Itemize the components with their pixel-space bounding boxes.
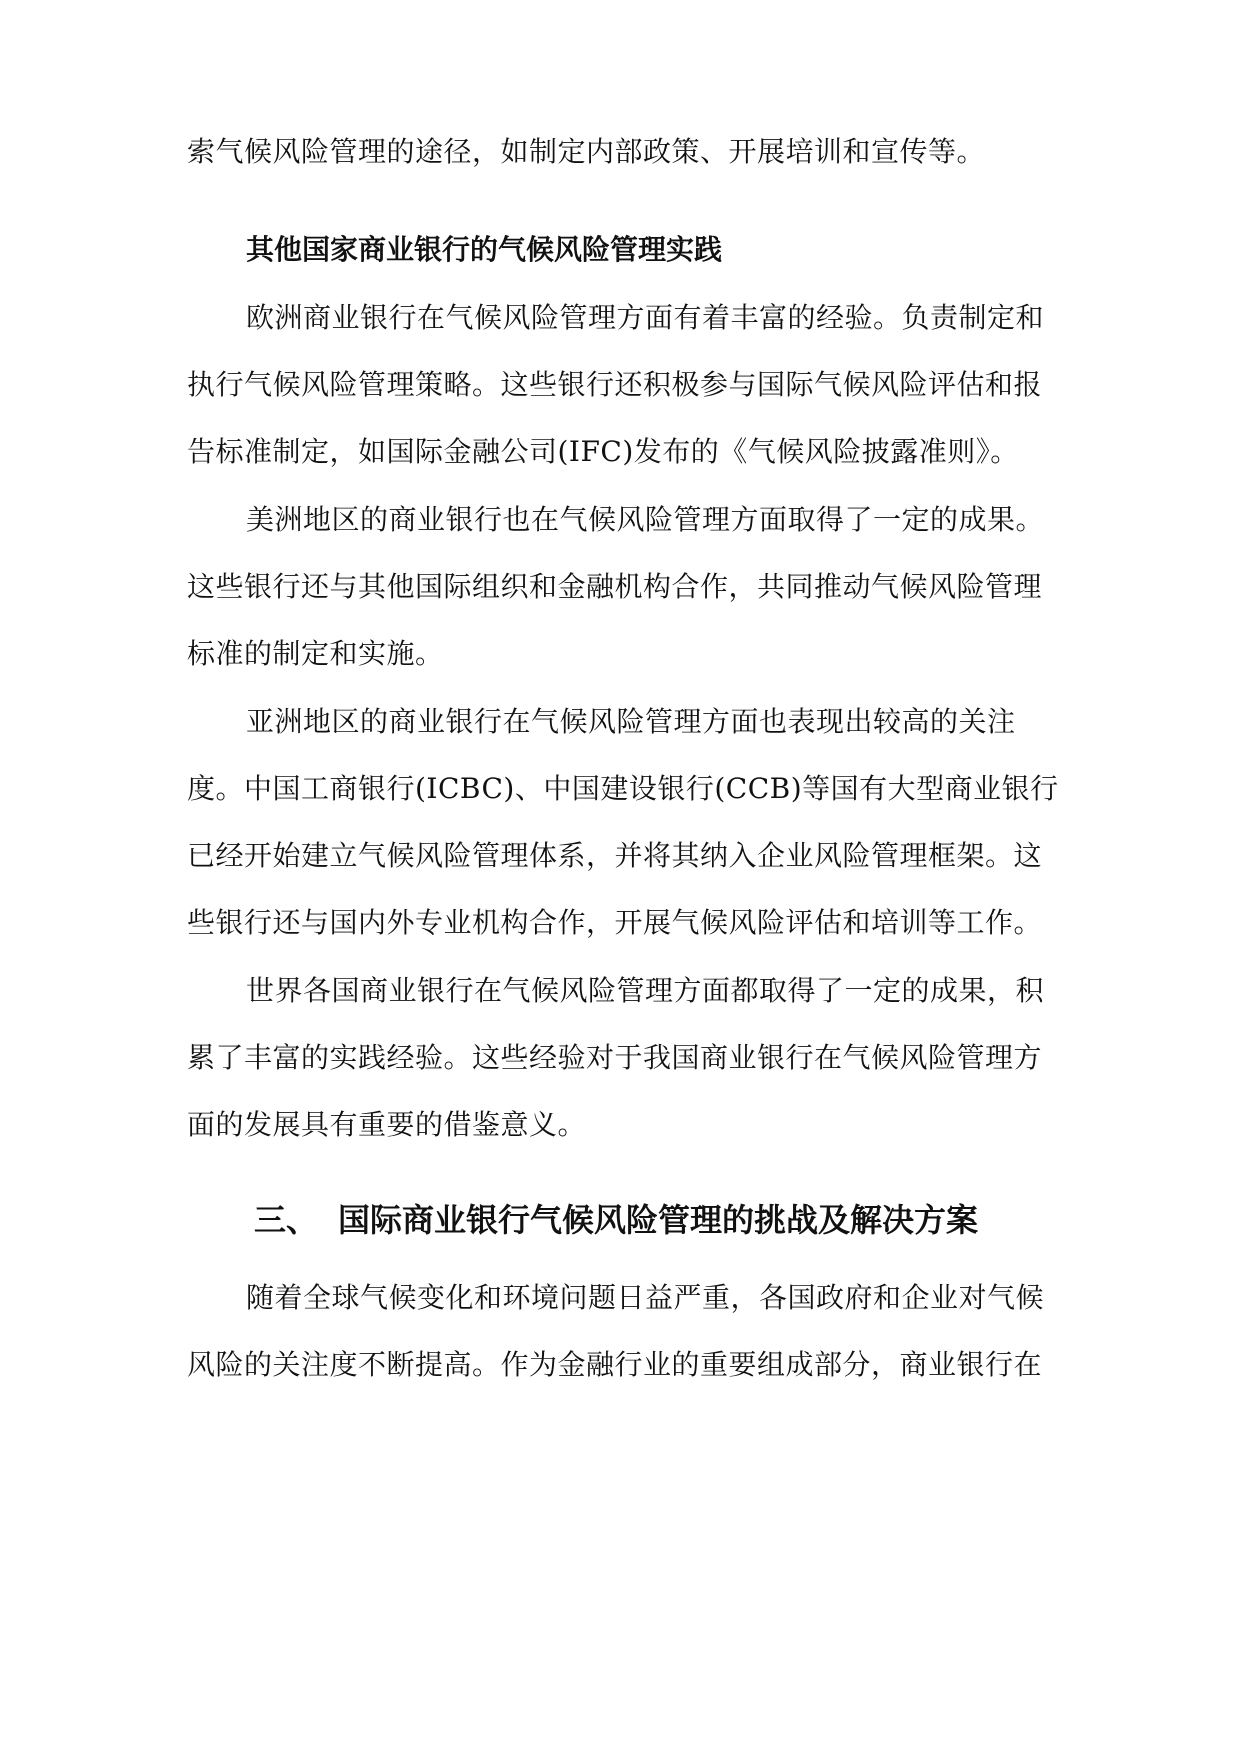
- paragraph-line: 随着全球气候变化和环境问题日益严重，各国政府和企业对气候: [246, 1281, 1045, 1314]
- paragraph-line: 告标准制定，如国际金融公司(IFC)发布的《气候风险披露准则》。: [187, 435, 1019, 468]
- paragraph-line: 索气候风险管理的途径，如制定内部政策、开展培训和宣传等。: [187, 135, 986, 168]
- section-number: 三、: [254, 1201, 319, 1239]
- paragraph-line: 标准的制定和实施。: [187, 637, 444, 670]
- section-title: 国际商业银行气候风险管理的挑战及解决方案: [338, 1201, 979, 1239]
- paragraph-line: 执行气候风险管理策略。这些银行还积极参与国际气候风险评估和报: [187, 368, 1043, 401]
- paragraph-line: 亚洲地区的商业银行在气候风险管理方面也表现出较高的关注: [246, 705, 1016, 738]
- paragraph-line: 些银行还与国内外专业机构合作，开展气候风险评估和培训等工作。: [187, 906, 1043, 939]
- section-heading: [254, 1198, 978, 1242]
- paragraph-line: 世界各国商业银行在气候风险管理方面都取得了一定的成果，积: [246, 974, 1045, 1007]
- paragraph-line: 已经开始建立气候风险管理体系，并将其纳入企业风险管理框架。这: [187, 839, 1043, 872]
- paragraph-line: 这些银行还与其他国际组织和金融机构合作，共同推动气候风险管理: [187, 570, 1043, 603]
- paragraph-line: 度。中国工商银行(ICBC)、中国建设银行(CCB)等国有大型商业银行: [187, 772, 1059, 805]
- paragraph-line: 风险的关注度不断提高。作为金融行业的重要组成部分，商业银行在: [187, 1348, 1043, 1381]
- paragraph-line: 美洲地区的商业银行也在气候风险管理方面取得了一定的成果。: [246, 503, 1045, 536]
- paragraph-line: 累了丰富的实践经验。这些经验对于我国商业银行在气候风险管理方: [187, 1041, 1043, 1074]
- paragraph-line: 欧洲商业银行在气候风险管理方面有着丰富的经验。负责制定和: [246, 301, 1045, 334]
- subsection-heading: 其他国家商业银行的气候风险管理实践: [246, 233, 723, 266]
- paragraph-line: 面的发展具有重要的借鉴意义。: [187, 1108, 587, 1141]
